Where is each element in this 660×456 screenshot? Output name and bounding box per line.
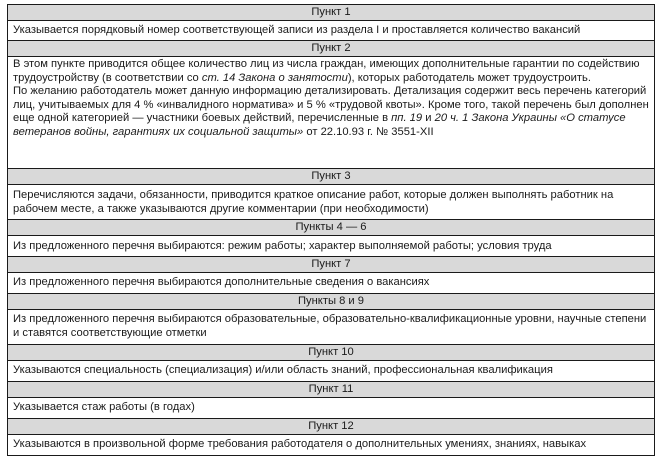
law-reference: пп. 19 [391, 112, 423, 125]
section-text: Из предложенного перечня выбираются образовательные, образовательно-квалификационные уровни, научные степени и ставятся соответствующие отметки [7, 310, 655, 345]
section-text: Из предложенного перечня выбираются: режим работы; характер выполняемой работы; условия труда [7, 236, 655, 257]
section-header: Пункт 7 [7, 257, 655, 273]
law-reference: ст. 14 Закона о занятости [201, 71, 348, 84]
instructions-table [7, 4, 655, 456]
section-header: Пункты 8 и 9 [7, 294, 655, 310]
section-header: Пункт 11 [7, 382, 655, 398]
section-text: Указываются в произвольной форме требования работодателя о дополнительных умениях, знаниях, навыках [7, 435, 655, 456]
section-header: Пункты 4 — 6 [7, 220, 655, 236]
section-text: Указывается порядковый номер соответствующей записи из раздела I и проставляется количество вакансий [7, 21, 655, 41]
text-fragment: и [422, 112, 435, 125]
text-fragment: от 22.10.93 г. № 3551-XII [303, 125, 434, 138]
section-header: Пункт 10 [7, 345, 655, 361]
section-header: Пункт 12 [7, 419, 655, 435]
law-reference: 20 ч. 1 Закона Украины «О статусе ветеранов войны, гарантиях их социальной защиты» [13, 112, 626, 138]
section-header: Пункт 1 [7, 5, 655, 21]
text-fragment: В этом пункте приводится общее количество лиц из числа граждан, имеющих дополнительные гарантии по содействию трудоустройству (в соответствии со [13, 58, 640, 84]
section-text [7, 57, 655, 169]
section-text: Из предложенного перечня выбираются дополнительные сведения о вакансиях [7, 273, 655, 294]
section-header: Пункт 2 [7, 41, 655, 57]
section-text: Указывается стаж работы (в годах) [7, 398, 655, 419]
section-text: Перечисляются задачи, обязанности, приводится краткое описание работ, которые должен выполнять работник на рабочем месте, а также указываются другие комментарии (при необходимости) [7, 185, 655, 220]
text-fragment: По желанию работодатель может данную информацию детализировать. Детализация содержит весь перечень категорий лиц, учитываемых для 4 % «инвалидного норматива» и 5 % «трудовой квоты». Кроме того, такой перечень был дополнен еще одной категорией — участники боевых действий, перечисленные в [13, 85, 649, 125]
text-fragment: ), которых работодатель может трудоустроить. [347, 71, 591, 84]
section-header: Пункт 3 [7, 169, 655, 185]
section-text: Указываются специальность (специализация) и/или область знаний, профессиональная квалификация [7, 361, 655, 382]
